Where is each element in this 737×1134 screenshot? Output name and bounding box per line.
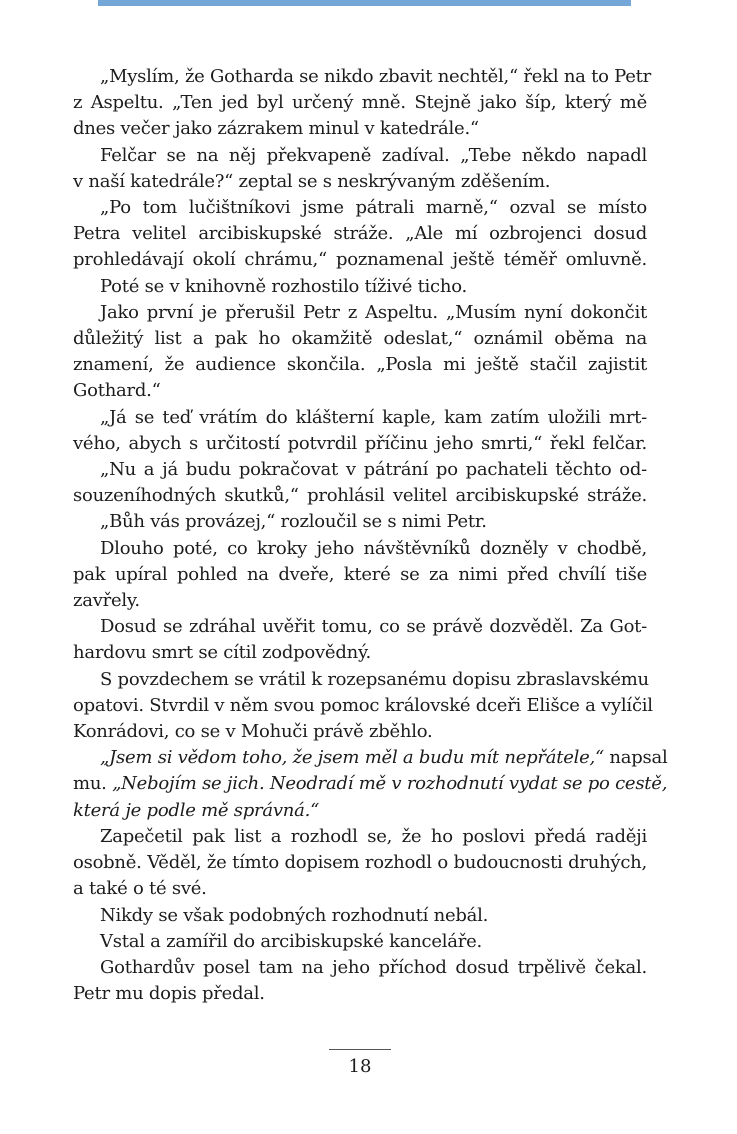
text-line: Poté se v knihovně rozhostilo tíživé ticho.	[100, 275, 467, 297]
text-line: „Bůh vás provázej,“ rozloučil se s nimi Petr.	[100, 511, 487, 533]
plain-text: mu.	[73, 773, 113, 795]
page-text	[73, 64, 668, 1007]
text-line: opatovi. Stvrdil v něm svou pomoc královské dceři Elišce a vylíčil	[73, 694, 653, 716]
text-line-italic: která je podle mě správná.“	[73, 799, 320, 821]
text-line: dnes večer jako zázrakem minul v katedrále.“	[73, 118, 479, 140]
text-line: „Myslím, že Gotharda se nikdo zbavit nechtěl,“ řekl na to Petr	[100, 66, 651, 87]
page-number-rule	[329, 1049, 391, 1050]
text-line: Jako první je přerušil Petr z Aspeltu. „Musím nyní dokončit	[100, 301, 647, 323]
text-line: Dosud se zdráhal uvěřit tomu, co se právě dozvěděl. Za Got-	[100, 616, 647, 638]
text-line: znamení, že audience skončila. „Posla mi ještě stačil zajistit	[73, 354, 647, 376]
text-line: Konrádovi, co se v Mohuči právě zběhlo.	[73, 721, 433, 743]
text-line: souzeníhodných skutků,“ prohlásil velitel arcibiskupské stráže.	[73, 485, 647, 507]
text-line: Felčar se na něj překvapeně zadíval. „Tebe někdo napadl	[100, 144, 647, 166]
text-line-mixed	[73, 745, 668, 771]
text-line: pak upíral pohled na dveře, které se za nimi před chvílí tiše	[73, 563, 647, 585]
plain-text: napsal	[603, 747, 668, 769]
text-line-mixed	[73, 771, 668, 797]
text-line: „Po tom lučištníkovi jsme pátrali marně,“ ozval se místo	[100, 197, 647, 219]
text-line: Nikdy se však podobných rozhodnutí nebál.	[100, 904, 489, 926]
text-line: Petra velitel arcibiskupské stráže. „Ale mí ozbrojenci dosud	[73, 223, 647, 245]
text-line: Petr mu dopis předal.	[73, 983, 265, 1005]
text-line: Gothard.“	[73, 380, 161, 402]
top-accent-bar	[98, 0, 631, 6]
italic-quote: „Jsem si vědom toho, že jsem měl a budu mít nepřátele,“	[100, 747, 604, 769]
text-line: hardovu smrt se cítil zodpovědný.	[73, 642, 371, 664]
text-line: a také o té své.	[73, 878, 207, 900]
text-line: vého, abych s určitostí potvrdil příčinu jeho smrti,“ řekl felčar.	[73, 432, 647, 454]
page-number: 18	[348, 1056, 372, 1077]
text-line: osobně. Věděl, že tímto dopisem rozhodl o budoucnosti druhých,	[73, 852, 647, 874]
italic-quote: „Nebojím se jich. Neodradí mě v rozhodnutí vydat se po cestě,	[112, 773, 668, 795]
text-line: S povzdechem se vrátil k rozepsanému dopisu zbraslavskému	[100, 668, 649, 690]
text-line: „Nu a já budu pokračovat v pátrání po pachateli těchto od-	[100, 459, 647, 481]
text-line: v naší katedrále?“ zeptal se s neskrývaným zděšením.	[73, 170, 551, 192]
text-line: důležitý list a pak ho okamžitě odeslat,“ oznámil oběma na	[73, 328, 647, 350]
text-line: Dlouho poté, co kroky jeho návštěvníků dozněly v chodbě,	[100, 537, 647, 559]
text-line: zavřely.	[73, 590, 140, 612]
text-line: z Aspeltu. „Ten jed byl určený mně. Stejně jako šíp, který mě	[73, 92, 647, 114]
text-line: Vstal a zamířil do arcibiskupské kanceláře.	[100, 930, 483, 952]
text-line: „Já se teď vrátím do klášterní kaple, kam zatím uložili mrt-	[100, 406, 647, 428]
text-line: Gothardův posel tam na jeho příchod dosud trpělivě čekal.	[100, 956, 647, 978]
text-line: prohledávají okolí chrámu,“ poznamenal ještě téměř omluvně.	[73, 249, 647, 271]
text-line: Zapečetil pak list a rozhodl se, že ho poslovi předá raději	[100, 825, 647, 847]
